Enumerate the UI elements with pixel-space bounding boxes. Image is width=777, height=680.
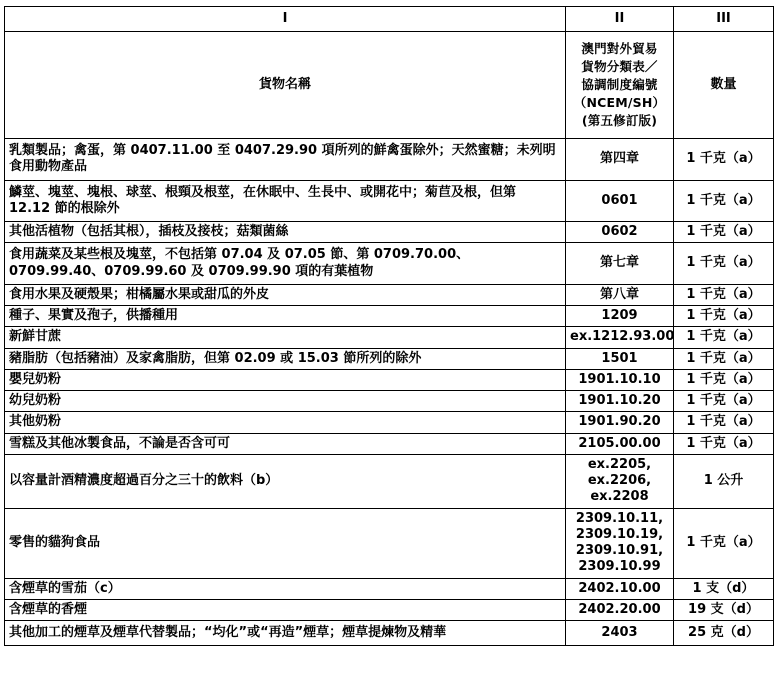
row-description: 乳類製品；禽蛋，第 0407.11.00 至 0407.29.90 項所列的鮮禽蛋除外；天然蜜糖；未列明食用動物產品	[5, 139, 566, 181]
row-description: 雪糕及其他冰製食品，不論是否含可可	[5, 433, 566, 454]
row-quantity: 1 支（d）	[674, 578, 774, 599]
row-quantity: 25 克（d）	[674, 621, 774, 646]
row-description: 種子、果實及孢子，供播種用	[5, 306, 566, 327]
header-code-line-2: 貨物分類表／	[581, 58, 658, 74]
row-code	[566, 139, 674, 181]
row-code	[566, 621, 674, 646]
row-description: 零售的貓狗食品	[5, 508, 566, 578]
row-code-line: 2309.10.19,	[575, 526, 664, 542]
row-code-line: 第七章	[599, 255, 639, 271]
row-description: 含煙草的香煙	[5, 599, 566, 620]
table-row	[5, 180, 774, 222]
column-number-row	[5, 7, 774, 32]
row-code-line: 2105.00.00	[578, 435, 661, 451]
row-code	[566, 391, 674, 412]
row-code-line: 第四章	[599, 151, 639, 167]
table-row	[5, 508, 774, 578]
row-code-line: 2309.10.99	[578, 559, 661, 575]
row-code	[566, 454, 674, 508]
row-code	[566, 508, 674, 578]
row-quantity: 1 千克（a）	[674, 306, 774, 327]
row-quantity: 1 千克（a）	[674, 369, 774, 390]
row-code	[566, 578, 674, 599]
row-code	[566, 222, 674, 243]
table-row	[5, 578, 774, 599]
row-code	[566, 180, 674, 222]
row-quantity: 1 千克（a）	[674, 243, 774, 285]
row-code-line: ex.2205,	[587, 456, 652, 472]
table-row	[5, 222, 774, 243]
table-row	[5, 454, 774, 508]
table-row	[5, 433, 774, 454]
column-number-3: III	[674, 7, 774, 32]
table-row	[5, 599, 774, 620]
table-body	[5, 139, 774, 646]
row-description: 食用水果及硬殼果；柑橘屬水果或甜瓜的外皮	[5, 284, 566, 305]
row-description: 豬脂肪（包括豬油）及家禽脂肪，但第 02.09 或 15.03 節所列的除外	[5, 348, 566, 369]
row-description: 其他加工的煙草及煙草代替製品；“均化”或“再造”煙草；煙草提煉物及精華	[5, 621, 566, 646]
goods-classification-table	[4, 6, 774, 646]
table-header	[5, 7, 774, 139]
row-quantity: 1 千克（a）	[674, 433, 774, 454]
row-code-line: 1901.10.10	[578, 371, 661, 387]
row-code-line: 2309.10.91,	[575, 543, 664, 558]
row-code-line: 2403	[601, 625, 638, 640]
row-code-line: ex.1212.93.00	[570, 329, 675, 345]
row-quantity: 19 支（d）	[674, 599, 774, 620]
table-row	[5, 243, 774, 285]
row-code	[566, 412, 674, 433]
column-header-row	[5, 32, 774, 139]
row-quantity: 1 千克（a）	[674, 508, 774, 578]
column-number-1: I	[5, 7, 566, 32]
row-quantity: 1 千克（a）	[674, 348, 774, 369]
row-code-line: ex.2208	[590, 489, 649, 505]
row-description: 嬰兒奶粉	[5, 369, 566, 390]
row-description: 幼兒奶粉	[5, 391, 566, 412]
row-description: 以容量計酒精濃度超過百分之三十的飲料（b）	[5, 454, 566, 508]
table-row	[5, 284, 774, 305]
row-description: 含煙草的雪茄（c）	[5, 578, 566, 599]
table-row	[5, 327, 774, 348]
header-code-line-3: 協調制度編號	[581, 76, 658, 92]
row-quantity: 1 千克（a）	[674, 327, 774, 348]
row-code	[566, 243, 674, 285]
row-code	[566, 284, 674, 305]
row-code-line: 0601	[601, 192, 638, 208]
header-goods-name: 貨物名稱	[5, 32, 566, 139]
row-quantity: 1 公升	[674, 454, 774, 508]
row-quantity: 1 千克（a）	[674, 391, 774, 412]
table-row	[5, 412, 774, 433]
row-code	[566, 433, 674, 454]
row-code-line: 第八章	[599, 286, 639, 302]
row-code-line: 1209	[601, 308, 638, 323]
row-code-line: ex.2206,	[587, 473, 652, 488]
row-description: 其他奶粉	[5, 412, 566, 433]
row-description: 食用蔬菜及某些根及塊莖，不包括第 07.04 及 07.05 節、第 0709.70.00、0709.99.40、0709.99.60 及 0709.99.90 項的有葉植物	[5, 243, 566, 285]
row-code-line: 1901.90.20	[578, 414, 661, 430]
row-quantity: 1 千克（a）	[674, 222, 774, 243]
row-code	[566, 599, 674, 620]
table-row	[5, 621, 774, 646]
row-code	[566, 369, 674, 390]
row-code-line: 2402.10.00	[578, 580, 661, 596]
row-quantity: 1 千克（a）	[674, 284, 774, 305]
header-code-line-1: 澳門對外貿易	[581, 40, 658, 56]
header-quantity: 數量	[674, 32, 774, 139]
table-row	[5, 348, 774, 369]
row-description: 新鮮甘蔗	[5, 327, 566, 348]
header-classification-code	[566, 32, 674, 139]
column-number-2: II	[566, 7, 674, 32]
table-row	[5, 306, 774, 327]
table-row	[5, 369, 774, 390]
row-code	[566, 327, 674, 348]
row-description: 鱗莖、塊莖、塊根、球莖、根頸及根莖，在休眠中、生長中、或開花中；菊苣及根，但第 12.12 節的根除外	[5, 180, 566, 222]
row-code-line: 1501	[601, 350, 638, 366]
row-code	[566, 348, 674, 369]
row-quantity: 1 千克（a）	[674, 412, 774, 433]
table-row	[5, 139, 774, 181]
row-quantity: 1 千克（a）	[674, 180, 774, 222]
row-code-line: 2309.10.11,	[575, 510, 664, 526]
row-description: 其他活植物（包括其根），插枝及接枝；菇類菌絲	[5, 222, 566, 243]
header-code-line-5: (第五修訂版)	[581, 113, 658, 129]
row-code	[566, 306, 674, 327]
header-code-line-4: （NCEM/SH）	[573, 95, 666, 111]
row-quantity: 1 千克（a）	[674, 139, 774, 181]
table-row	[5, 391, 774, 412]
row-code-line: 2402.20.00	[578, 601, 661, 617]
row-code-line: 0602	[601, 224, 638, 239]
row-code-line: 1901.10.20	[578, 393, 661, 408]
